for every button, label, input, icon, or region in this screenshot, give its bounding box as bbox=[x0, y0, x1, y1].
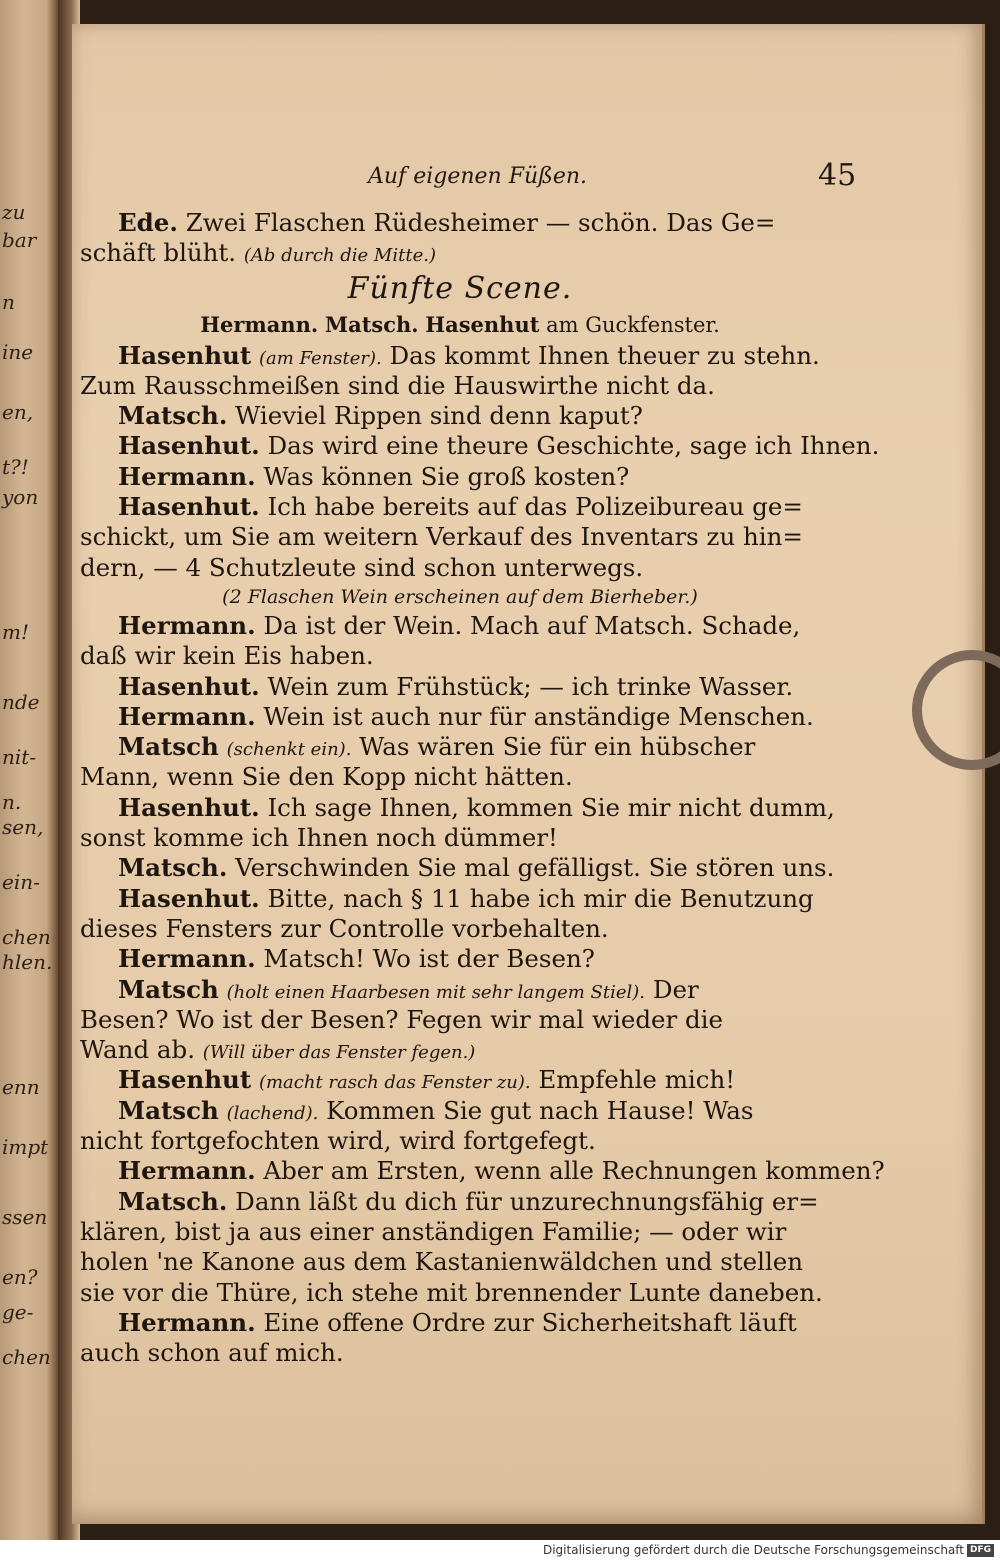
speech-text: Wieviel Rippen sind denn kaput? bbox=[235, 401, 643, 431]
text-line bbox=[80, 1247, 840, 1277]
speaker-name: Matsch. bbox=[118, 1186, 228, 1216]
inline-stage-direction: (schenkt ein). bbox=[226, 739, 352, 761]
text-line bbox=[80, 702, 840, 732]
speech-text: Dann läßt du dich für unzurechnungsfähig er= bbox=[235, 1186, 819, 1216]
text-line bbox=[80, 1126, 840, 1156]
scene-title: Fünfte Scene. bbox=[347, 270, 573, 306]
left-page-fragment: nde bbox=[2, 690, 40, 714]
text-line bbox=[80, 341, 840, 371]
text-line bbox=[80, 1035, 840, 1065]
left-page-fragment: impt bbox=[2, 1135, 49, 1159]
left-page-fragment: ssen bbox=[2, 1205, 48, 1229]
speech-text: Eine offene Ordre zur Sicherheitshaft läuft bbox=[263, 1307, 797, 1337]
speaker-name: Matsch bbox=[118, 1095, 219, 1125]
speech-text: auch schon auf mich. bbox=[80, 1338, 344, 1368]
text-line bbox=[80, 1187, 840, 1217]
speech-text: Das wird eine theure Geschichte, sage ich Ihnen. bbox=[267, 431, 880, 461]
speech-text: sie vor die Thüre, ich stehe mit brennender Lunte daneben. bbox=[80, 1277, 823, 1307]
speech-text: klären, bist ja aus einer anständigen Familie; — oder wir bbox=[80, 1216, 787, 1246]
left-page-fragment: ein- bbox=[2, 870, 40, 894]
speech-text: sonst komme ich Ihnen noch dümmer! bbox=[80, 823, 558, 853]
speech-text: Ich sage Ihnen, kommen Sie mir nicht dumm, bbox=[267, 792, 835, 822]
text-line bbox=[80, 672, 840, 702]
left-page-fragment: ge- bbox=[2, 1300, 34, 1324]
speaker-name: Hasenhut. bbox=[118, 883, 260, 913]
left-page-fragment: zu bbox=[2, 200, 26, 224]
text-line bbox=[80, 884, 840, 914]
speech-text: Das kommt Ihnen theuer zu stehn. bbox=[389, 340, 820, 370]
page-body bbox=[80, 208, 885, 1368]
speech-text: Was können Sie groß kosten? bbox=[263, 461, 630, 491]
text-line bbox=[80, 1156, 885, 1186]
speaker-name: Ede. bbox=[118, 208, 178, 237]
cast-name: Hermann. bbox=[200, 311, 319, 337]
left-page-fragment: chen bbox=[2, 925, 51, 949]
speaker-name: Hasenhut. bbox=[118, 792, 260, 822]
left-page-fragment: m! bbox=[2, 620, 30, 644]
cast-name: Hasenhut bbox=[425, 311, 540, 337]
text-line bbox=[80, 371, 840, 401]
left-page-fragment: hlen. bbox=[2, 950, 53, 974]
speech-text: Aber am Ersten, wenn alle Rechnungen kommen? bbox=[263, 1156, 885, 1186]
text-line bbox=[80, 1096, 840, 1126]
text-line bbox=[80, 238, 840, 268]
text-line bbox=[80, 208, 840, 238]
left-page-fragment: enn bbox=[2, 1075, 40, 1099]
speech-text: Matsch! Wo ist der Besen? bbox=[263, 944, 595, 974]
speaker-name: Hasenhut bbox=[118, 340, 252, 370]
left-page-fragment: chen bbox=[2, 1345, 51, 1369]
text-line bbox=[80, 762, 840, 792]
speech-text: Empfehle mich! bbox=[538, 1065, 736, 1095]
speaker-name: Hermann. bbox=[118, 610, 256, 640]
speaker-name: Hasenhut. bbox=[118, 431, 260, 461]
speech-text: schäft blüht. bbox=[80, 238, 237, 268]
text-line bbox=[80, 492, 840, 522]
speaker-name: Hermann. bbox=[118, 701, 256, 731]
speaker-name: Hermann. bbox=[118, 461, 256, 491]
speaker-name: Hasenhut bbox=[118, 1065, 252, 1095]
speech-text: dern, — 4 Schutzleute sind schon unterwegs. bbox=[80, 552, 644, 582]
speech-text: Wein zum Frühstück; — ich trinke Wasser. bbox=[267, 671, 794, 701]
cast-list bbox=[80, 309, 840, 341]
text-line bbox=[80, 914, 840, 944]
left-page-fragment: sen, bbox=[2, 815, 44, 839]
left-page-fragment: en, bbox=[2, 400, 34, 424]
inline-stage-direction: (macht rasch das Fenster zu). bbox=[258, 1072, 531, 1094]
speech-text: nicht fortgefochten wird, wird fortgefegt. bbox=[80, 1126, 596, 1156]
stage-direction: (2 Flaschen Wein erscheinen auf dem Bierheber.) bbox=[222, 585, 698, 608]
text-line bbox=[80, 462, 840, 492]
speech-text: Ich habe bereits auf das Polizeibureau ge= bbox=[267, 492, 803, 522]
speech-text: schickt, um Sie am weitern Verkauf des Inventars zu hin= bbox=[80, 522, 803, 552]
speech-text: Zwei Flaschen Rüdesheimer — schön. Das Ge= bbox=[185, 208, 776, 237]
cast-name: Matsch. bbox=[324, 311, 419, 337]
speech-text: Wein ist auch nur für anständige Menschen. bbox=[263, 701, 814, 731]
speech-text: Kommen Sie gut nach Hause! Was bbox=[326, 1095, 754, 1125]
speaker-name: Hermann. bbox=[118, 1307, 256, 1337]
left-page-fragment: ine bbox=[2, 340, 34, 364]
speaker-name: Hermann. bbox=[118, 944, 256, 974]
speaker-name: Hermann. bbox=[118, 1156, 256, 1186]
trailing-stage-direction: (Ab durch die Mitte.) bbox=[243, 245, 436, 267]
speech-text: Der bbox=[652, 974, 699, 1004]
text-line bbox=[80, 522, 840, 552]
left-page-fragment: n. bbox=[2, 790, 22, 814]
text-line bbox=[80, 1217, 840, 1247]
inline-stage-direction: (am Fenster). bbox=[258, 347, 382, 369]
speech-text: Besen? Wo ist der Besen? Fegen wir mal wieder die bbox=[80, 1004, 724, 1034]
inline-stage-direction: (lachend). bbox=[226, 1102, 319, 1124]
speech-text: Zum Rausschmeißen sind die Hauswirthe nicht da. bbox=[80, 370, 715, 400]
speech-text: Da ist der Wein. Mach auf Matsch. Schade, bbox=[263, 610, 801, 640]
trailing-stage-direction: (Will über das Fenster fegen.) bbox=[202, 1042, 476, 1064]
speech-text: Verschwinden Sie mal gefälligst. Sie stören uns. bbox=[235, 853, 835, 883]
text-line bbox=[80, 611, 840, 641]
left-page-fragment: bar bbox=[2, 228, 37, 252]
text-line bbox=[80, 853, 840, 883]
speaker-name: Matsch. bbox=[118, 853, 228, 883]
text-line bbox=[80, 1338, 840, 1368]
left-page-fragment: n bbox=[2, 290, 15, 314]
text-line bbox=[80, 732, 840, 762]
text-line bbox=[80, 401, 840, 431]
inline-stage-direction: (holt einen Haarbesen mit sehr langem Stiel). bbox=[226, 981, 646, 1003]
left-page-fragment: t?! bbox=[2, 455, 29, 479]
text-line bbox=[80, 944, 840, 974]
text-line bbox=[80, 1278, 840, 1308]
speaker-name: Hasenhut. bbox=[118, 671, 260, 701]
left-page-fragment: en? bbox=[2, 1265, 38, 1289]
text-line bbox=[80, 1308, 840, 1338]
speech-text: Mann, wenn Sie den Kopp nicht hätten. bbox=[80, 762, 573, 792]
text-line bbox=[80, 975, 840, 1005]
left-page-fragment: nit- bbox=[2, 745, 37, 769]
text-line bbox=[80, 641, 840, 671]
dfg-credit: Digitalisierung gefördert durch die Deutsche Forschungsgemeinschaft bbox=[542, 1543, 964, 1557]
speech-text: holen 'ne Kanone aus dem Kastanienwäldchen und stellen bbox=[80, 1247, 804, 1277]
text-line bbox=[80, 793, 840, 823]
speaker-name: Hasenhut. bbox=[118, 492, 260, 522]
book-page bbox=[72, 24, 982, 1524]
speaker-name: Matsch bbox=[118, 732, 219, 762]
speech-text: Was wären Sie für ein hübscher bbox=[359, 732, 756, 762]
speech-text: dieses Fensters zur Controlle vorbehalten. bbox=[80, 913, 609, 943]
running-title: Auf eigenen Füßen. bbox=[368, 164, 588, 189]
text-line bbox=[80, 823, 840, 853]
dfg-logo: DFG bbox=[967, 1544, 994, 1557]
page-number: 45 bbox=[818, 158, 857, 193]
left-page-edge bbox=[0, 0, 58, 1562]
text-line bbox=[80, 431, 880, 461]
text-line bbox=[80, 553, 840, 583]
left-page-fragment: yon bbox=[2, 485, 39, 509]
speech-text: Bitte, nach § 11 habe ich mir die Benutzung bbox=[267, 883, 814, 913]
text-line bbox=[80, 1065, 840, 1095]
speaker-name: Matsch bbox=[118, 974, 219, 1004]
speech-text: daß wir kein Eis haben. bbox=[80, 641, 374, 671]
text-line bbox=[80, 1005, 840, 1035]
cast-suffix: am Guckfenster. bbox=[546, 312, 720, 337]
speaker-name: Matsch. bbox=[118, 401, 228, 431]
speech-text: Wand ab. bbox=[80, 1035, 195, 1065]
